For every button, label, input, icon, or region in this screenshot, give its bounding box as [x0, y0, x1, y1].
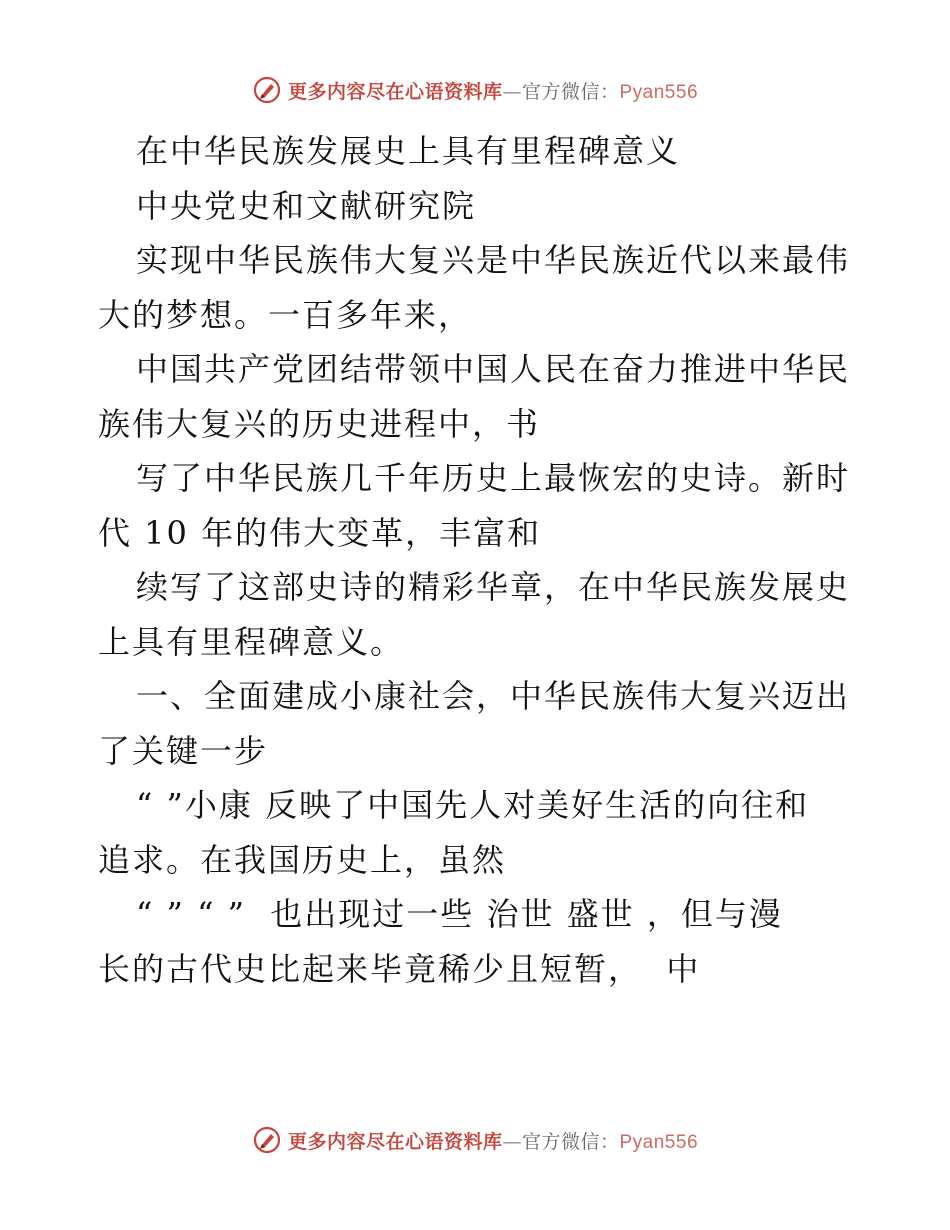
document-line: “ ”小康 反映了中国先人对美好生活的向往和 — [136, 786, 810, 824]
document-line: 续写了这部史诗的精彩华章，在中华民族发展史 — [136, 568, 851, 606]
document-line: 了关键一步 — [98, 731, 269, 770]
watermark-slogan: 更多内容尽在心语资料库 — [287, 80, 503, 103]
document-line: 中央党史和文献研究院 — [136, 186, 477, 225]
document-line: 实现中华民族伟大复兴是中华民族近代以来最伟 — [136, 241, 851, 279]
watermark-header — [0, 72, 950, 108]
document-line: 代 10 年的伟大变革，丰富和 — [98, 513, 542, 552]
pen-logo-icon — [252, 1125, 282, 1155]
watermark-text — [288, 77, 698, 104]
document-body — [98, 124, 858, 996]
document-line: 追求。在我国历史上，虽然 — [98, 840, 507, 879]
watermark-footer — [0, 1122, 950, 1158]
watermark-wechat-label: 官方微信： — [521, 80, 620, 103]
pen-logo-icon — [252, 75, 282, 105]
document-line: 族伟大复兴的历史进程中，书 — [98, 404, 541, 443]
document-line: 一、全面建成小康社会，中华民族伟大复兴迈出 — [136, 677, 851, 715]
document-line: 写了中华民族几千年历史上最恢宏的史诗。新时 — [136, 459, 851, 497]
watermark-slogan: 更多内容尽在心语资料库 — [287, 1130, 503, 1153]
document-line: 在中华民族发展史上具有里程碑意义 — [136, 132, 681, 170]
document-line: 上具有里程碑意义。 — [98, 622, 405, 661]
watermark-text — [288, 1127, 698, 1154]
watermark-wechat-id: Pyan556 — [619, 1131, 699, 1153]
watermark-wechat-id: Pyan556 — [619, 81, 699, 103]
watermark-wechat-label: 官方微信： — [521, 1130, 620, 1153]
watermark-separator: — — [502, 80, 522, 103]
document-line: 大的梦想。一百多年来， — [98, 295, 473, 334]
document-line: 长的古代史比起来毕竟稀少且短暂， 中 — [98, 949, 701, 988]
document-line: 中国共产党团结带领中国人民在奋力推进中华民 — [136, 350, 851, 388]
document-line: “ ” “ ” 也出现过一些 治世 盛世 ，但与漫 — [136, 895, 783, 933]
watermark-separator: — — [502, 1130, 522, 1153]
